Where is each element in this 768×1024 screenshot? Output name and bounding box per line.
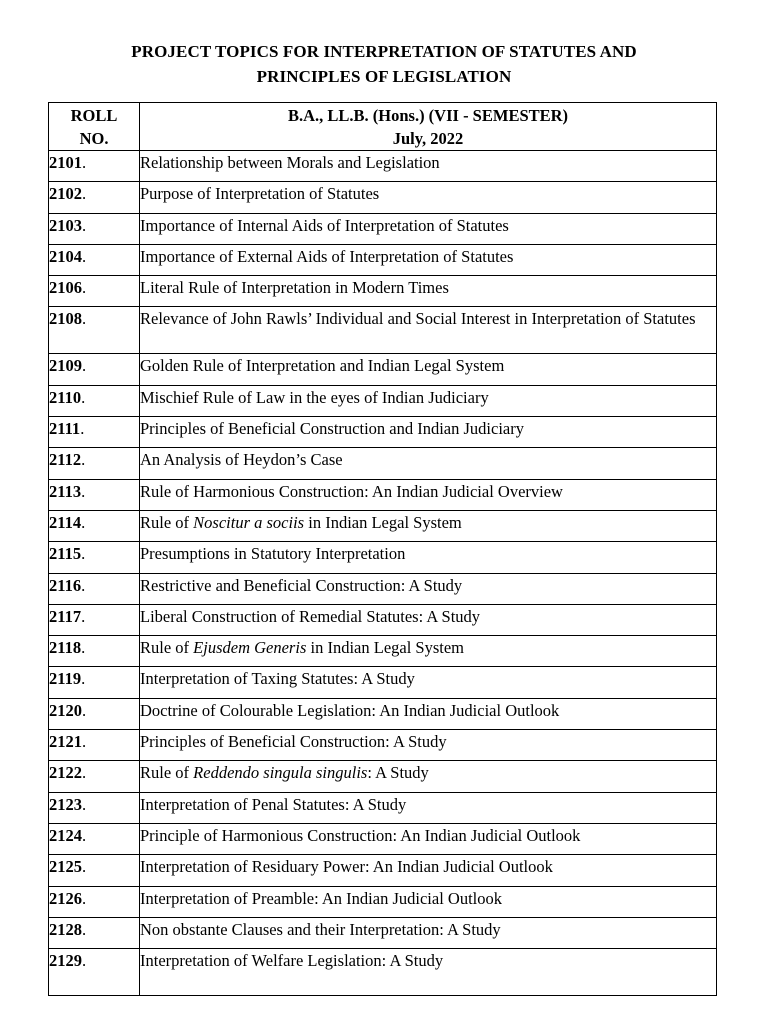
table-row	[49, 761, 717, 792]
topic-text: Rule of Harmonious Construction: An Indian Judicial Overview	[140, 481, 563, 501]
topic-cell	[140, 448, 717, 479]
roll-number-period: .	[82, 763, 87, 783]
table-row	[49, 510, 717, 541]
topic-cell	[140, 761, 717, 792]
topic-text: Golden Rule of Interpretation and Indian Legal System	[140, 356, 505, 376]
topic-text: Interpretation of Taxing Statutes: A Study	[140, 669, 415, 689]
roll-number-period: .	[81, 606, 86, 626]
topic-text: Principle of Harmonious Construction: An Indian Judicial Outlook	[140, 825, 581, 845]
roll-number: 2120	[49, 700, 82, 720]
roll-number-cell	[49, 276, 140, 307]
topic-cell	[140, 354, 717, 385]
topic-text-prefix: Rule of	[140, 512, 194, 532]
topic-cell	[140, 604, 717, 635]
roll-number: 2110	[49, 387, 82, 407]
topic-text: Relationship between Morals and Legislation	[140, 153, 440, 172]
project-topics-table	[48, 102, 717, 996]
topic-cell	[140, 151, 717, 182]
table-row	[49, 730, 717, 761]
topic-text-prefix: Rule of	[140, 638, 194, 658]
roll-number-period: .	[81, 387, 86, 407]
roll-number-period: .	[82, 857, 87, 877]
roll-number: 2102	[49, 184, 82, 204]
table-row	[49, 479, 717, 510]
roll-number-period: .	[81, 512, 86, 532]
roll-number-cell	[49, 636, 140, 667]
roll-number-cell	[49, 949, 140, 996]
topic-cell	[140, 542, 717, 573]
roll-number-period: .	[82, 215, 87, 235]
roll-number: 2104	[49, 246, 82, 266]
topic-cell	[140, 417, 717, 448]
roll-number: 2117	[49, 606, 82, 626]
roll-number: 2118	[49, 638, 82, 658]
roll-number: 2115	[49, 544, 82, 564]
roll-number-period: .	[82, 951, 87, 971]
topic-cell	[140, 573, 717, 604]
table-row	[49, 307, 717, 354]
topic-text-suffix: in Indian Legal System	[306, 638, 465, 658]
topic-text: Presumptions in Statutory Interpretation	[140, 544, 406, 564]
table-row	[49, 573, 717, 604]
table-row	[49, 792, 717, 823]
roll-number-period: .	[81, 575, 86, 595]
topic-cell	[140, 730, 717, 761]
roll-number-cell	[49, 761, 140, 792]
topic-cell	[140, 244, 717, 275]
roll-number-period: .	[82, 732, 87, 752]
roll-number-cell	[49, 573, 140, 604]
roll-number: 2114	[49, 512, 82, 532]
roll-number-cell	[49, 667, 140, 698]
topic-cell	[140, 510, 717, 541]
table-row	[49, 182, 717, 213]
roll-number-cell	[49, 385, 140, 416]
roll-number-cell	[49, 213, 140, 244]
topic-cell	[140, 855, 717, 886]
topic-latin-maxim: Reddendo singula singulis	[193, 763, 368, 783]
topic-cell	[140, 917, 717, 948]
roll-number-cell	[49, 182, 140, 213]
topic-text: Interpretation of Welfare Legislation: A Study	[140, 951, 444, 971]
topic-text-suffix: in Indian Legal System	[304, 512, 462, 532]
roll-number-period: .	[81, 450, 86, 470]
roll-number-period: .	[80, 419, 85, 439]
topic-cell	[140, 792, 717, 823]
roll-number-cell	[49, 354, 140, 385]
topic-text: Importance of External Aids of Interpretation of Statutes	[140, 246, 514, 266]
roll-number-period: .	[82, 888, 87, 908]
roll-number-period: .	[82, 919, 87, 939]
roll-number: 2112	[49, 450, 82, 470]
course-header-line-1: B.A., LL.B. (Hons.) (VII - SEMESTER)	[287, 106, 569, 125]
roll-number-cell	[49, 886, 140, 917]
topic-text: Doctrine of Colourable Legislation: An Indian Judicial Outlook	[140, 700, 560, 720]
topic-text-prefix: Rule of	[140, 763, 194, 783]
course-header	[140, 103, 717, 151]
roll-number: 2119	[49, 669, 82, 689]
roll-number-header	[49, 103, 140, 151]
topic-cell	[140, 385, 717, 416]
document-title-line-1: PROJECT TOPICS FOR INTERPRETATION OF STATUTES AND	[131, 42, 637, 61]
table-row	[49, 604, 717, 635]
roll-number: 2125	[49, 857, 82, 877]
roll-number-period: .	[82, 246, 87, 266]
table-row	[49, 855, 717, 886]
topic-latin-maxim: Noscitur a sociis	[193, 512, 305, 532]
roll-number-cell	[49, 855, 140, 886]
roll-number: 2124	[49, 825, 82, 845]
roll-number-period: .	[81, 638, 86, 658]
topic-text: Liberal Construction of Remedial Statutes: A Study	[140, 606, 481, 626]
document-title-line-2: PRINCIPLES OF LEGISLATION	[256, 67, 512, 86]
roll-number: 2101	[49, 153, 82, 172]
roll-number-period: .	[82, 794, 87, 814]
topic-text: Importance of Internal Aids of Interpretation of Statutes	[140, 215, 509, 235]
table-row	[49, 949, 717, 996]
topic-cell	[140, 886, 717, 917]
topic-text: Literal Rule of Interpretation in Modern Times	[140, 278, 449, 298]
roll-number: 2103	[49, 215, 82, 235]
roll-header-line-2: NO.	[79, 129, 109, 148]
roll-number-cell	[49, 479, 140, 510]
roll-number-cell	[49, 917, 140, 948]
roll-number: 2113	[49, 481, 82, 501]
roll-number-cell	[49, 730, 140, 761]
roll-number-period: .	[81, 669, 86, 689]
roll-number-period: .	[82, 825, 87, 845]
table-row	[49, 823, 717, 854]
table-row	[49, 244, 717, 275]
roll-number-period: .	[82, 356, 87, 376]
topic-cell	[140, 823, 717, 854]
roll-number-cell	[49, 244, 140, 275]
table-row	[49, 542, 717, 573]
topic-cell	[140, 213, 717, 244]
topic-text: Interpretation of Residuary Power: An Indian Judicial Outlook	[140, 857, 553, 877]
topic-cell	[140, 949, 717, 996]
table-row	[49, 667, 717, 698]
table-row	[49, 917, 717, 948]
topic-latin-maxim: Ejusdem Generis	[193, 638, 307, 658]
roll-number: 2106	[49, 278, 82, 298]
topic-text: Interpretation of Penal Statutes: A Study	[140, 794, 407, 814]
roll-number: 2111	[49, 419, 81, 439]
roll-number-period: .	[82, 184, 87, 204]
table-header-row	[49, 103, 717, 151]
table-row	[49, 213, 717, 244]
table-row	[49, 385, 717, 416]
table-row	[49, 417, 717, 448]
roll-number: 2108	[49, 309, 82, 329]
topic-cell	[140, 276, 717, 307]
roll-number: 2123	[49, 794, 82, 814]
roll-number: 2128	[49, 919, 82, 939]
roll-number-cell	[49, 151, 140, 182]
topic-cell	[140, 698, 717, 729]
roll-header-line-1: ROLL	[70, 106, 118, 125]
course-header-line-2: July, 2022	[392, 129, 464, 148]
topic-text: Restrictive and Beneficial Construction: A Study	[140, 575, 463, 595]
roll-number-period: .	[82, 153, 87, 172]
roll-number: 2126	[49, 888, 82, 908]
roll-number: 2122	[49, 763, 82, 783]
roll-number-period: .	[82, 309, 87, 329]
roll-number-period: .	[82, 278, 87, 298]
table-row	[49, 276, 717, 307]
topic-text-suffix: : A Study	[367, 763, 429, 783]
roll-number-cell	[49, 542, 140, 573]
roll-number-cell	[49, 448, 140, 479]
table-row	[49, 448, 717, 479]
topic-cell	[140, 479, 717, 510]
roll-number-period: .	[82, 700, 87, 720]
topic-cell	[140, 307, 717, 354]
roll-number: 2129	[49, 951, 82, 971]
roll-number-cell	[49, 604, 140, 635]
topic-text: Principles of Beneficial Construction: A Study	[140, 732, 447, 752]
roll-number-cell	[49, 792, 140, 823]
roll-number-period: .	[81, 544, 86, 564]
roll-number-cell	[49, 307, 140, 354]
topic-text: Relevance of John Rawls’ Individual and Social Interest in Interpretation of Statutes	[140, 309, 696, 329]
roll-number-cell	[49, 417, 140, 448]
roll-number-cell	[49, 698, 140, 729]
table-row	[49, 886, 717, 917]
roll-number-period: .	[81, 481, 86, 501]
roll-number-cell	[49, 823, 140, 854]
topic-cell	[140, 182, 717, 213]
table-row	[49, 698, 717, 729]
table-row	[49, 636, 717, 667]
topic-text: Purpose of Interpretation of Statutes	[140, 184, 380, 204]
topic-text: Interpretation of Preamble: An Indian Judicial Outlook	[140, 888, 502, 908]
roll-number: 2121	[49, 732, 82, 752]
topic-cell	[140, 636, 717, 667]
table-row	[49, 151, 717, 182]
topic-text: An Analysis of Heydon’s Case	[140, 450, 343, 470]
roll-number-cell	[49, 510, 140, 541]
topic-text: Principles of Beneficial Construction and Indian Judiciary	[140, 419, 524, 439]
topic-text: Non obstante Clauses and their Interpretation: A Study	[140, 919, 501, 939]
roll-number: 2116	[49, 575, 82, 595]
topic-text: Mischief Rule of Law in the eyes of Indian Judiciary	[140, 387, 489, 407]
roll-number: 2109	[49, 356, 82, 376]
topic-cell	[140, 667, 717, 698]
table-row	[49, 354, 717, 385]
